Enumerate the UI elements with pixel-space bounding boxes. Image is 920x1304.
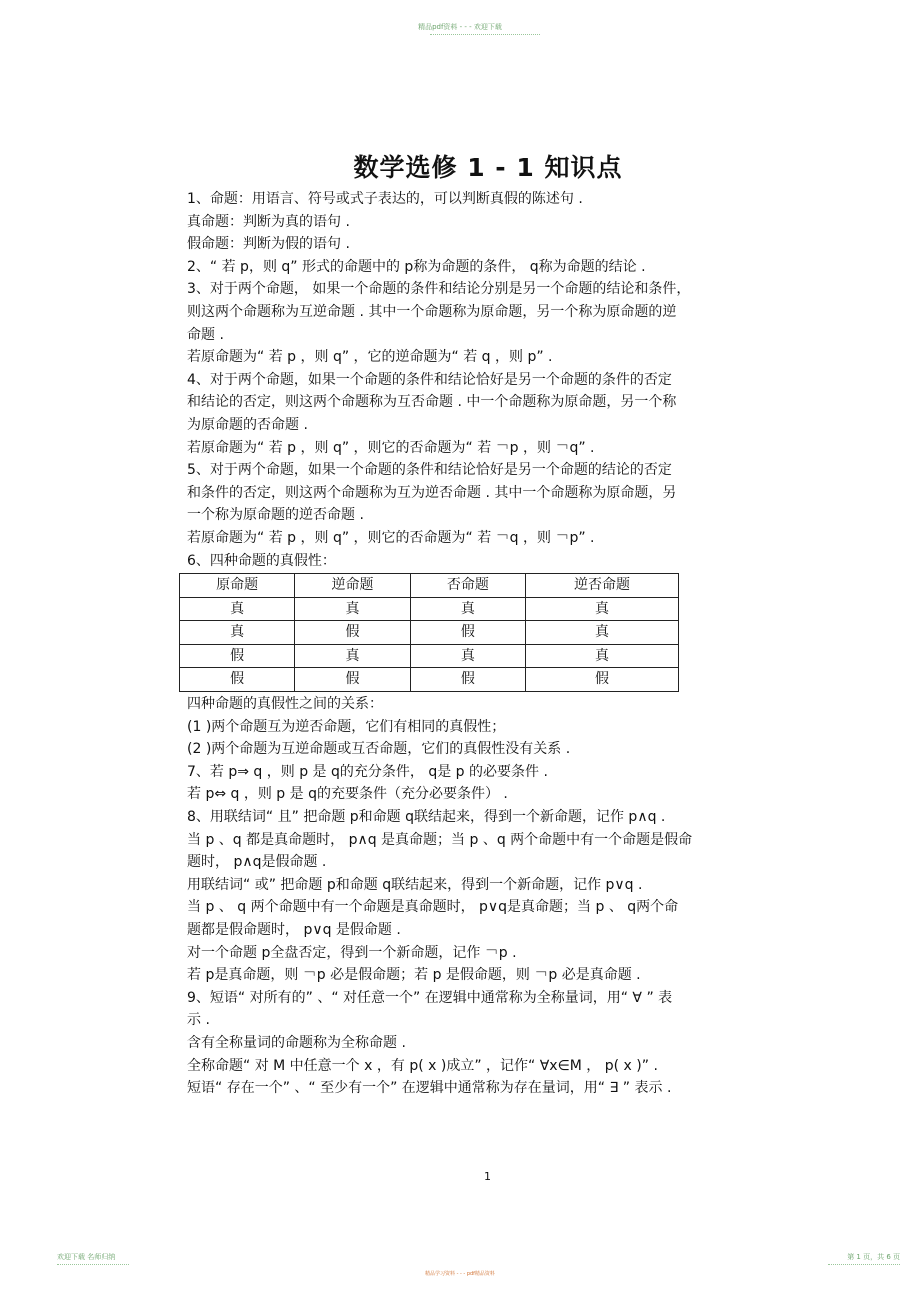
header-divider (430, 34, 540, 35)
bottom-paragraphs (187, 693, 787, 1100)
table-cell: 真 (295, 644, 410, 668)
text-line: 全称命题“ 对 M 中任意一个 x ，有 p( x )成立” ，记作“ ∀x∈M ， p( x )” . (187, 1057, 658, 1074)
table-cell: 真 (180, 597, 295, 621)
table-cell: 假 (295, 668, 410, 692)
table-cell: 假 (180, 668, 295, 692)
footer-right-divider (828, 1264, 900, 1265)
table-cell: 真 (526, 644, 679, 668)
text-line: 和条件的否定，则这两个命题称为互为逆否命题 . 其中一个命题称为原命题，另 (187, 484, 677, 501)
text-line: 题都是假命题时， p∨q 是假命题 . (187, 922, 401, 938)
text-line: 四种命题的真假性之间的关系： (187, 696, 383, 713)
document-body (187, 188, 787, 1100)
text-line: 当 p 、q 都是真命题时， p∧q 是真命题；当 p 、q 两个命题中有一个命题是假命 (187, 831, 693, 848)
text-line: 和结论的否定，则这两个命题称为互否命题 . 中一个命题称为原命题，另一个称 (187, 394, 677, 411)
text-line: 8、用联结词“ 且” 把命题 p和命题 q联结起来，得到一个新命题，记作 p∧q . (187, 809, 666, 826)
table-cell: 真 (410, 644, 525, 668)
footer-center: 精品学习资料 - - - pdf精品资料 (425, 1271, 495, 1277)
text-line: 用联结词“ 或” 把命题 p和命题 q联结起来，得到一个新命题，记作 p∨q . (187, 876, 643, 893)
page-title: 数学选修 1 - 1 知识点 (353, 153, 623, 182)
table-header-cell: 逆命题 (295, 574, 410, 598)
table-header-cell: 否命题 (410, 574, 525, 598)
table-cell: 真 (295, 597, 410, 621)
text-line: 若 p是真命题，则 ￢p 必是假命题；若 p 是假命题，则 ￢p 必是真命题 . (187, 967, 641, 984)
table-cell: 假 (410, 621, 525, 645)
table-cell: 假 (295, 621, 410, 645)
text-line: 1、命题：用语言、符号或式子表达的，可以判断真假的陈述句 . (187, 191, 583, 207)
text-line: 若原命题为“ 若 p ，则 q” ，则它的否命题为“ 若 ￢q ，则 ￢p” . (187, 529, 595, 546)
text-line: 4、对于两个命题，如果一个命题的条件和结论恰好是另一个命题的条件的否定 (187, 371, 672, 388)
truth-table (179, 573, 679, 692)
text-line: 则这两个命题称为互逆命题 . 其中一个命题称为原命题，另一个称为原命题的逆 (187, 303, 677, 320)
table-cell: 假 (410, 668, 525, 692)
text-line: (1 )两个命题互为逆否命题，它们有相同的真假性； (187, 718, 506, 735)
text-line: 为原命题的否命题 . (187, 416, 308, 433)
text-line: 7、若 p⇒ q ，则 p 是 q的充分条件， q是 p 的必要条件 . (187, 763, 548, 780)
text-line: 9、短语“ 对所有的” 、“ 对任意一个” 在逻辑中通常称为全称量词，用“ ∀ ” 表 (187, 989, 673, 1006)
footer-left-divider (57, 1264, 129, 1265)
text-line: 若 p⇔ q ，则 p 是 q的充要条件（充分必要条件） . (187, 786, 508, 803)
text-line: 真命题：判断为真的语句 . (187, 213, 350, 230)
table-cell: 真 (180, 621, 295, 645)
text-line: 假命题：判断为假的语句 . (187, 236, 350, 253)
truth-table-body (180, 597, 679, 691)
table-row (180, 597, 679, 621)
footer-left: 欢迎下载 名师归纳 (57, 1253, 116, 1261)
text-line: 含有全称量词的命题称为全称命题 . (187, 1034, 406, 1051)
table-row (180, 621, 679, 645)
text-line: 若原命题为“ 若 p ，则 q” ，则它的否命题为“ 若 ￢p ，则 ￢q” . (187, 439, 595, 456)
table-row (180, 644, 679, 668)
top-paragraphs (187, 188, 787, 572)
table-header-cell: 原命题 (180, 574, 295, 598)
text-line: 若原命题为“ 若 p ，则 q” ，它的逆命题为“ 若 q ，则 p” . (187, 349, 553, 366)
text-line: (2 )两个命题为互逆命题或互否命题，它们的真假性没有关系 . (187, 741, 571, 758)
text-line: 2、“ 若 p，则 q” 形式的命题中的 p称为命题的条件， q称为命题的结论 . (187, 258, 646, 275)
text-line: 5、对于两个命题，如果一个命题的条件和结论恰好是另一个命题的结论的否定 (187, 462, 672, 479)
text-line: 命题 . (187, 326, 224, 343)
text-line: 当 p 、 q 两个命题中有一个命题是真命题时， p∨q是真命题；当 p 、 q两个命 (187, 899, 679, 916)
table-cell: 真 (410, 597, 525, 621)
watermark-header: 精品pdf资料 - - - 欢迎下载 (418, 23, 502, 31)
table-cell: 真 (526, 597, 679, 621)
text-line: 6、四种命题的真假性： (187, 552, 336, 569)
text-line: 3、对于两个命题， 如果一个命题的条件和结论分别是另一个命题的结论和条件， (187, 281, 691, 298)
page-number: 1 (484, 1170, 491, 1183)
text-line: 示 . (187, 1012, 210, 1029)
table-cell: 假 (526, 668, 679, 692)
text-line: 一个称为原命题的逆否命题 . (187, 507, 364, 524)
table-cell: 假 (180, 644, 295, 668)
text-line: 短语“ 存在一个” 、“ 至少有一个” 在逻辑中通常称为存在量词，用“ ∃ ” 表示 . (187, 1080, 672, 1097)
text-line: 对一个命题 p全盘否定，得到一个新命题，记作 ￢p . (187, 944, 517, 961)
table-cell: 真 (526, 621, 679, 645)
footer-right: 第 1 页，共 6 页 (847, 1253, 900, 1261)
table-header-cell: 逆否命题 (526, 574, 679, 598)
table-row (180, 668, 679, 692)
text-line: 题时， p∧q是假命题 . (187, 854, 327, 871)
truth-table-header (180, 574, 679, 598)
